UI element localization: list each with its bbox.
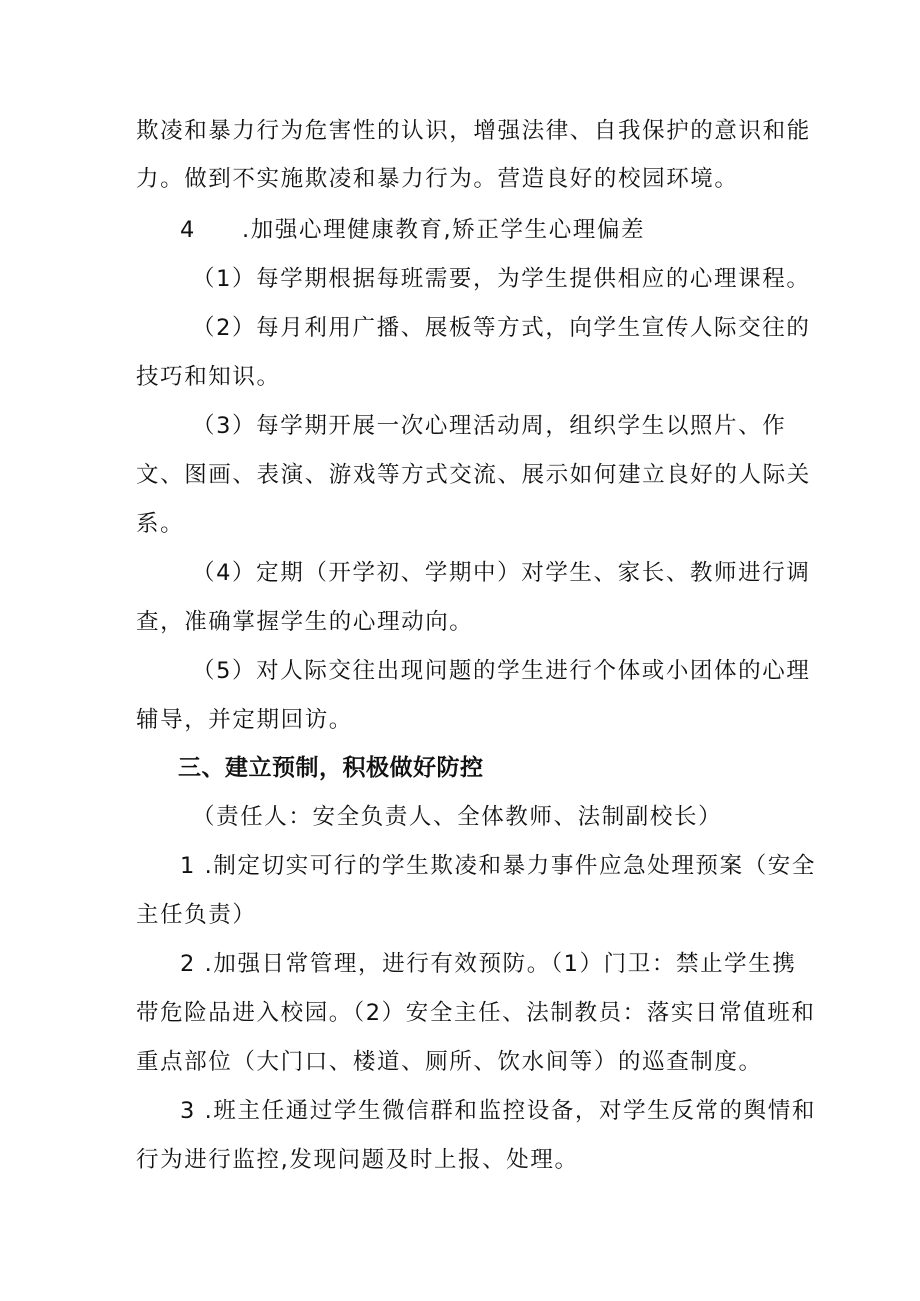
section-number: 4 — [180, 217, 196, 243]
list-item: （2）每月利用广播、展板等方式，向学生宣传人际交往的 — [192, 315, 811, 341]
numbered-item-continuation: 主任负责） — [136, 902, 257, 928]
list-item: （3）每学期开展一次心理活动周，组织学生以照片、作 — [192, 413, 787, 439]
responsible-persons: （责任人：安全负责人、全体教师、法制副校长） — [192, 804, 723, 830]
numbered-item-continuation: 行为进行监控,发现问题及时上报、处理。 — [136, 1147, 579, 1173]
list-item-continuation: 技巧和知识。 — [136, 364, 281, 390]
paragraph-line: 力。做到不实施欺凌和暴力行为。营造良好的校园环境。 — [136, 166, 739, 192]
list-item-continuation: 系。 — [136, 511, 185, 537]
numbered-item: 3 .班主任通过学生微信群和监控设备，对学生反常的舆情和 — [180, 1098, 816, 1124]
numbered-item: 1 .制定切实可行的学生欺凌和暴力事件应急处理预案（安全 — [180, 853, 816, 879]
list-item-continuation: 文、图画、表演、游戏等方式交流、展示如何建立良好的人际关 — [136, 462, 811, 488]
list-item: （5）对人际交往出现问题的学生进行个体或小团体的心理 — [192, 658, 811, 684]
list-item-continuation: 辅导，并定期回访。 — [136, 707, 353, 733]
list-item: （4）定期（开学初、学期中）对学生、家长、教师进行调 — [192, 560, 811, 586]
paragraph-line: 欺凌和暴力行为危害性的认识，增强法律、自我保护的意识和能 — [136, 118, 811, 144]
list-item-continuation: 查，准确掌握学生的心理动向。 — [136, 609, 474, 635]
section-heading: 三、建立预制，积极做好防控 — [178, 755, 484, 781]
list-item: （1）每学期根据每班需要，为学生提供相应的心理课程。 — [192, 266, 811, 292]
numbered-item-continuation: 重点部位（大门口、楼道、厕所、饮水间等）的巡查制度。 — [136, 1049, 763, 1075]
section-title: .加强心理健康教育,矫正学生心理偏差 — [242, 217, 646, 243]
numbered-item: 2 .加强日常管理，进行有效预防。（1）门卫：禁止学生携 — [180, 951, 797, 977]
numbered-item-continuation: 带危险品进入校园。（2）安全主任、法制教员：落实日常值班和 — [136, 1000, 816, 1026]
